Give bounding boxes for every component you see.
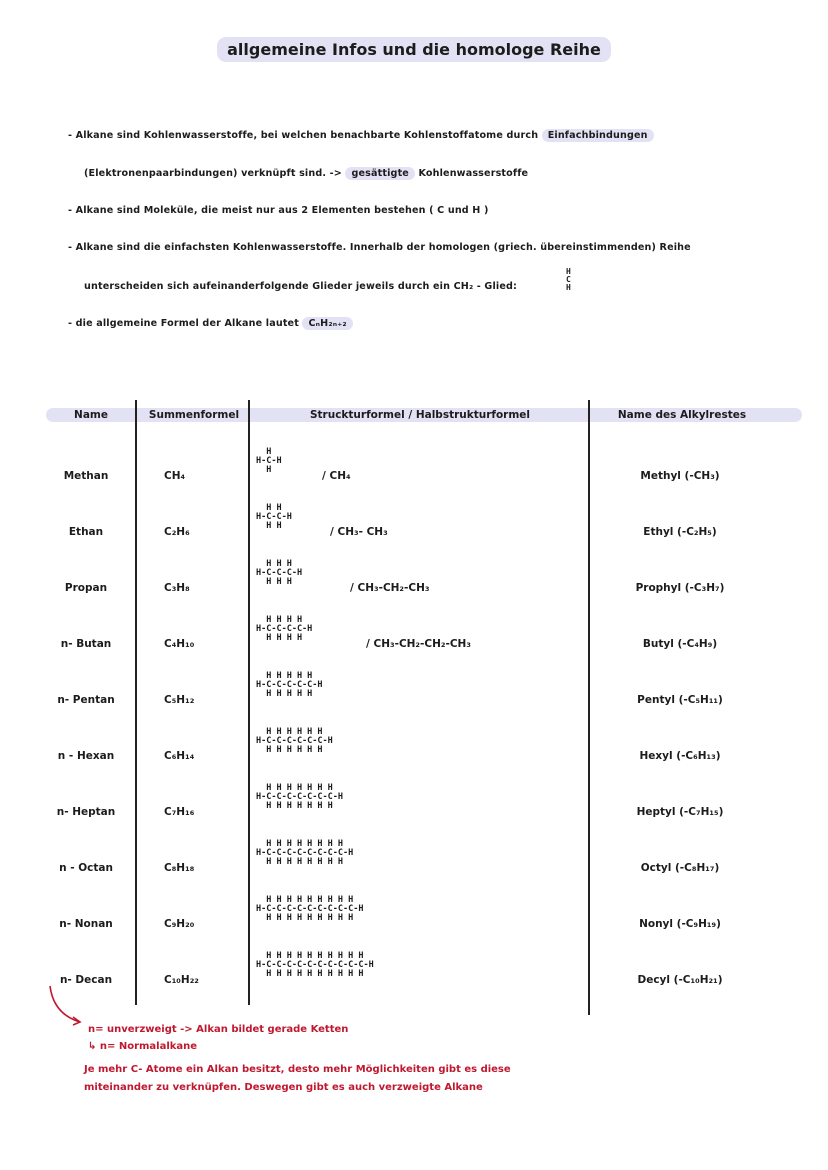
- ch2-group-structure: H C H: [566, 267, 571, 292]
- header-name: Name: [74, 409, 108, 421]
- structural-formula: H H H H H H H H-C-C-C-C-C-C-C-H H H H H H H H: [256, 783, 343, 811]
- molecular-formula: C₁₀H₂₂: [164, 974, 199, 986]
- highlight-einfachbindungen: Einfachbindungen: [542, 129, 654, 142]
- alkane-name: n- Decan: [59, 974, 113, 986]
- bullet-1-cont-end: Kohlenwasserstoffe: [418, 168, 529, 179]
- general-formula: CₙH₂ₙ₊₂: [302, 317, 352, 330]
- structural-formula: H H H H H H H H H-C-C-C-C-C-C-C-C-H H H H H H H H H: [256, 839, 354, 867]
- molecular-formula: C₈H₁₈: [164, 862, 195, 874]
- alkyl-residue: Nonyl (-C₉H₁₉): [639, 918, 721, 930]
- half-structural-formula: / CH₃- CH₃: [330, 526, 388, 538]
- table-row: [0, 559, 828, 638]
- alkyl-residue: Butyl (-C₄H₉): [642, 638, 718, 650]
- page-title: [0, 40, 828, 59]
- alkane-name: Propan: [64, 582, 108, 594]
- table-row: [0, 615, 828, 694]
- curved-arrow-icon: [46, 984, 86, 1028]
- bullet-3-continuation: unterscheiden sich aufeinanderfolgende Glieder jeweils durch ein CH₂ - Glied:: [84, 281, 517, 292]
- molecular-formula: C₅H₁₂: [164, 694, 195, 706]
- bullet-1: [68, 130, 654, 141]
- half-structural-formula: / CH₃-CH₂-CH₂-CH₃: [366, 638, 471, 650]
- note-normalalkane: ↳ n= Normalalkane: [88, 1041, 198, 1052]
- structural-formula: H H H H H H-C-C-C-C-C-H H H H H H: [256, 671, 323, 699]
- molecular-formula: C₂H₆: [164, 526, 190, 538]
- note-unverzweigt: n= unverzweigt -> Alkan bildet gerade Ketten: [88, 1024, 349, 1035]
- alkane-name: n- Butan: [60, 638, 112, 650]
- molecular-formula: C₄H₁₀: [164, 638, 195, 650]
- alkane-name: n- Heptan: [56, 806, 116, 818]
- alkane-name: Ethan: [68, 526, 104, 538]
- structural-formula: H H H H H H H H H H-C-C-C-C-C-C-C-C-C-H H H H H H H H H H: [256, 895, 364, 923]
- alkyl-residue: Hexyl (-C₆H₁₃): [639, 750, 721, 762]
- header-summenformel: Summenformel: [148, 409, 240, 421]
- structural-formula: H H H H H-C-C-C-C-H H H H H: [256, 615, 313, 643]
- bullet-4-text: - die allgemeine Formel der Alkane lautet: [68, 318, 299, 329]
- table-row: [0, 783, 828, 862]
- alkane-name: n - Octan: [59, 862, 113, 874]
- molecular-formula: C₃H₈: [164, 582, 190, 594]
- bullet-2: - Alkane sind Moleküle, die meist nur aus 2 Elementen bestehen ( C und H ): [68, 205, 489, 216]
- table-row: [0, 951, 828, 1030]
- table-row: [0, 447, 828, 526]
- note-verzweigte: miteinander zu verknüpfen. Deswegen gibt es auch verzweigte Alkane: [84, 1082, 483, 1093]
- table-row: [0, 839, 828, 918]
- alkane-name: n- Nonan: [59, 918, 113, 930]
- alkane-name: n - Hexan: [57, 750, 115, 762]
- structural-formula: H H H H-C-C-C-H H H H: [256, 559, 303, 587]
- title-text: allgemeine Infos und die homologe Reihe: [217, 37, 611, 62]
- note-moeglichkeiten: Je mehr C- Atome ein Alkan besitzt, desto mehr Möglichkeiten gibt es diese: [84, 1064, 511, 1075]
- molecular-formula: C₆H₁₄: [164, 750, 195, 762]
- molecular-formula: C₉H₂₀: [164, 918, 195, 930]
- structural-formula: H H-C-H H: [256, 447, 282, 475]
- bullet-1-continuation: [84, 168, 528, 179]
- table-row: [0, 671, 828, 750]
- header-strukturformel: Struckturformel / Halbstrukturformel: [309, 409, 531, 421]
- bullet-3: - Alkane sind die einfachsten Kohlenwasserstoffe. Innerhalb der homologen (griech. übereinstimmenden) Reihe: [68, 242, 691, 253]
- molecular-formula: C₇H₁₆: [164, 806, 195, 818]
- alkane-name: Methan: [63, 470, 109, 482]
- bullet-4: [68, 318, 353, 329]
- molecular-formula: CH₄: [164, 470, 186, 482]
- table-row: [0, 503, 828, 582]
- alkyl-residue: Prophyl (-C₃H₇): [635, 582, 725, 594]
- table-row: [0, 727, 828, 806]
- highlight-gesaettigte: gesättigte: [345, 167, 414, 180]
- bullet-1-cont-text: (Elektronenpaarbindungen) verknüpft sind. ->: [84, 168, 342, 179]
- half-structural-formula: / CH₃-CH₂-CH₃: [350, 582, 430, 594]
- header-alkylrest: Name des Alkylrestes: [617, 409, 747, 421]
- structural-formula: H H H H H H H H H H H-C-C-C-C-C-C-C-C-C-C-H H H H H H H H H H H: [256, 951, 374, 979]
- table-row: [0, 895, 828, 974]
- alkane-name: n- Pentan: [57, 694, 115, 706]
- alkyl-residue: Heptyl (-C₇H₁₅): [636, 806, 724, 818]
- structural-formula: H H H H H H H-C-C-C-C-C-C-H H H H H H H: [256, 727, 333, 755]
- bullet-1-text: - Alkane sind Kohlenwasserstoffe, bei welchen benachbarte Kohlenstoffatome durch: [68, 130, 539, 141]
- structural-formula: H H H-C-C-H H H: [256, 503, 292, 531]
- alkyl-residue: Pentyl (-C₅H₁₁): [637, 694, 723, 706]
- alkyl-residue: Ethyl (-C₂H₅): [643, 526, 717, 538]
- alkyl-residue: Octyl (-C₈H₁₇): [640, 862, 720, 874]
- half-structural-formula: / CH₄: [322, 470, 351, 482]
- alkyl-residue: Methyl (-CH₃): [640, 470, 720, 482]
- alkyl-residue: Decyl (-C₁₀H₂₁): [637, 974, 723, 986]
